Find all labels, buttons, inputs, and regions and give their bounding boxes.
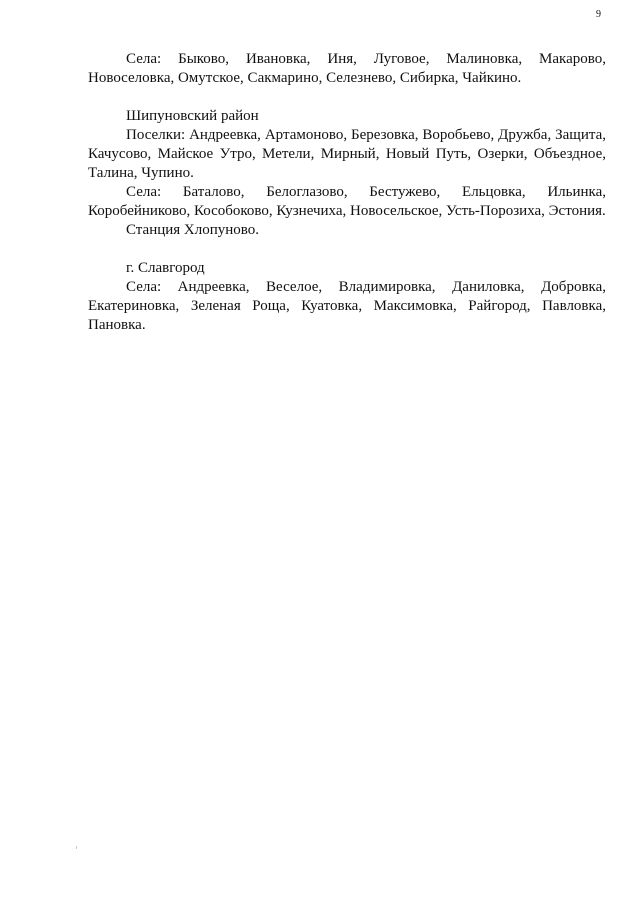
scan-artifact (76, 846, 77, 849)
villages-paragraph: Села: Андреевка, Веселое, Владимировка, Даниловка, Добровка, Екатериновка, Зеленая Роща, Куатовка, Максимовка, Райгород, Павловка, Пановка. (88, 279, 606, 333)
villages-paragraph: Села: Быково, Ивановка, Иня, Луговое, Малиновка, Макарово, Новоселовка, Омутское, Сакмарино, Селезнево, Сибирка, Чайкино. (88, 51, 606, 86)
section-spacer (88, 88, 606, 107)
villages-paragraph: Села: Баталово, Белоглазово, Бестужево, Ельцовка, Ильинка, Коробейниково, Кособоково, Кузнечиха, Новосельское, Усть-Порозиха, Эстония. (88, 184, 606, 219)
district-heading-slavgorod: г. Славгород (126, 260, 205, 276)
section-spacer (88, 240, 606, 259)
settlements-paragraph: Поселки: Андреевка, Артамоново, Березовка, Воробьево, Дружба, Защита, Качусово, Майское Утро, Метели, Мирный, Новый Путь, Озерки, Объездное, Талина, Чупино. (88, 127, 606, 181)
station-paragraph: Станция Хлопуново. (126, 222, 260, 238)
document-body (88, 50, 606, 335)
district-heading-shipunovsky: Шипуновский район (126, 108, 259, 124)
page-number: 9 (596, 9, 601, 20)
